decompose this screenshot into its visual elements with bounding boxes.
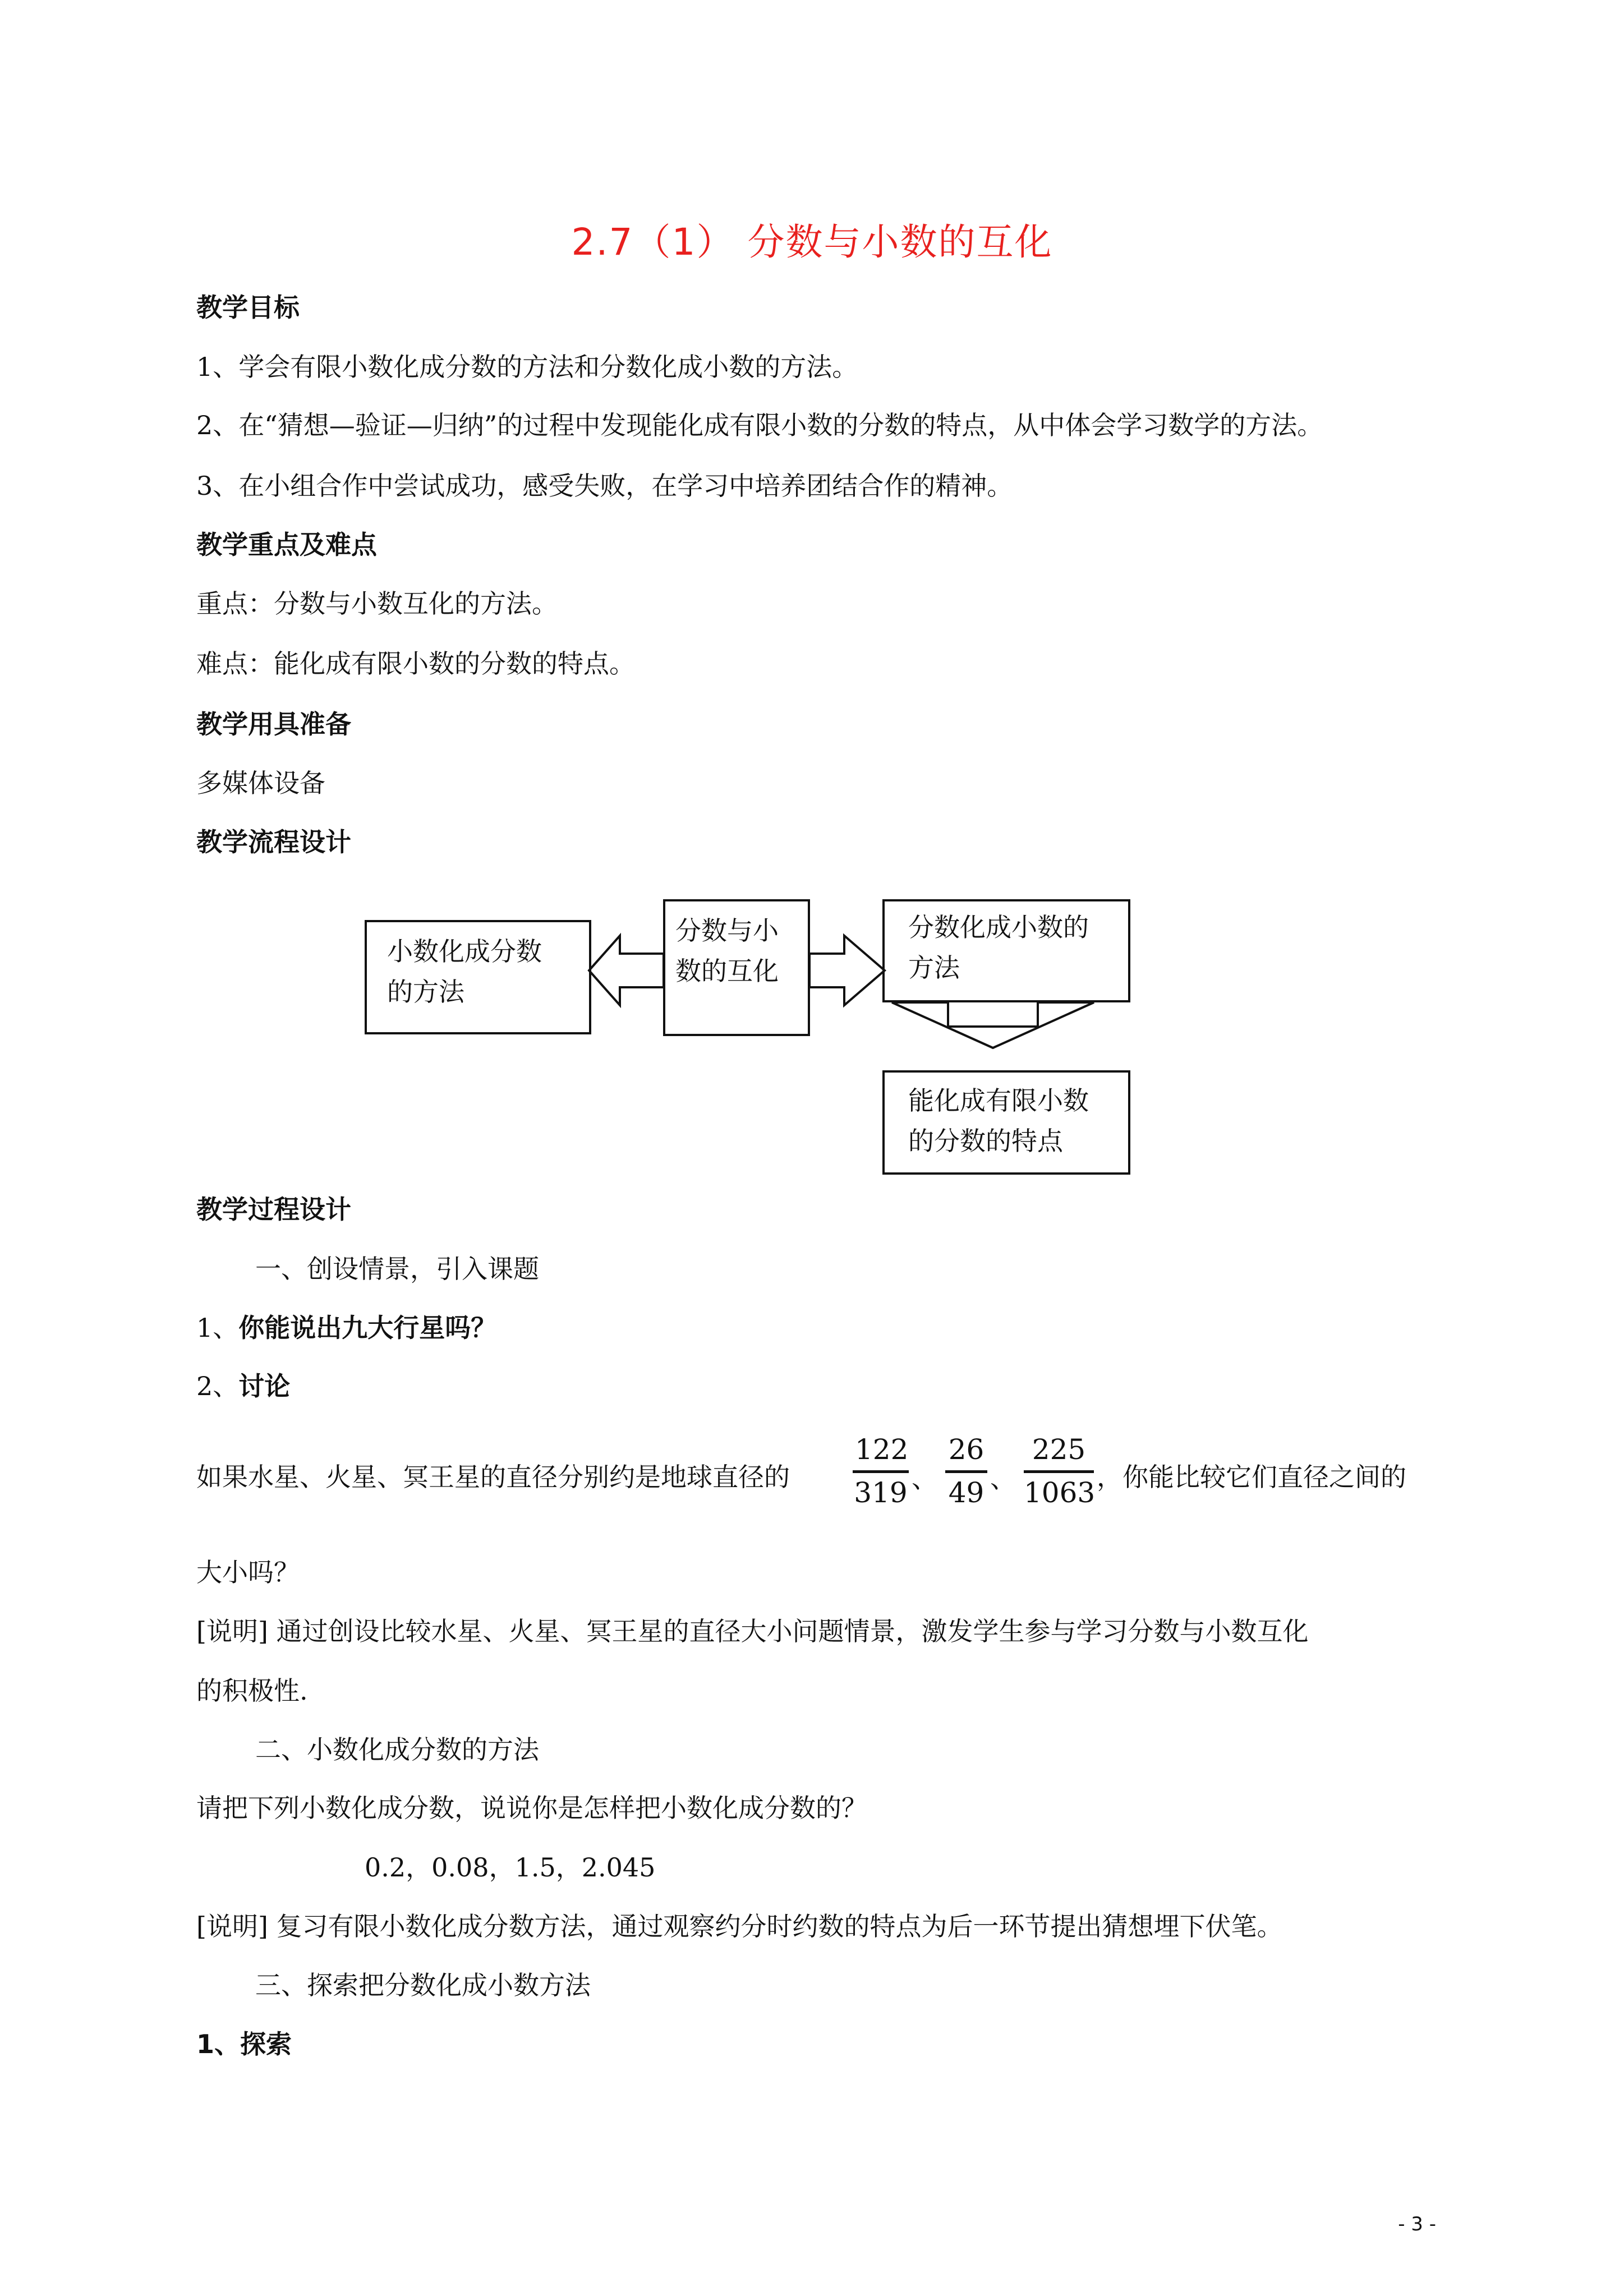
section-part1: 一、创设情景，引入课题 [255,1254,539,1284]
down-arrow [892,1002,1094,1048]
task-2: 请把下列小数化成分数，说说你是怎样把小数化成分数的？ [196,1793,867,1823]
fraction-numerator: 26 [945,1433,987,1473]
section-part2: 二、小数化成分数的方法 [255,1734,539,1765]
fraction-numerator: 122 [853,1433,909,1473]
question-number: 1、 [196,1313,239,1343]
question-text-post: ，你能比较它们直径之间的 [1097,1462,1406,1492]
tools-text: 多媒体设备 [196,768,325,798]
flow-box-finite-decimal-features [882,1070,1130,1175]
key-point: 重点：分数与小数互化的方法。 [196,588,558,619]
fraction-denominator: 1063 [1024,1476,1096,1509]
double-arrow-right [809,936,885,1005]
question-2 [196,1366,290,1403]
tools-heading: 教学用具准备 [196,709,351,739]
note-2: [说明] 复习有限小数化成分数方法，通过观察约分时约数的特点为后一环节提出猜想埋下伏笔。 [196,1911,1283,1941]
fraction-denominator: 49 [948,1476,984,1509]
flow-box-text: 的方法 [387,977,464,1007]
question-text: 你能说出九大行星吗？ [238,1313,497,1343]
objective-item: 2、在“猜想—验证—归纳”的过程中发现能化成有限小数的分数的特点，从中体会学习数学的方法。 [196,410,1323,440]
process-heading: 教学过程设计 [196,1194,351,1225]
flow-box-text: 的分数的特点 [908,1126,1063,1156]
flow-box-decimal-to-fraction [365,920,591,1034]
separator: 、 [912,1464,937,1494]
flow-box-fraction-to-decimal [882,899,1130,1002]
question-number: 2、 [196,1371,239,1401]
flow-box-text: 数的互化 [675,956,779,986]
flow-box-text: 分数与小 [675,915,779,946]
objective-item: 1、学会有限小数化成分数的方法和分数化成小数的方法。 [196,352,858,382]
question-text-pre: 如果水星、火星、冥王星的直径分别约是地球直径的 [196,1462,790,1492]
section-part3: 三、探索把分数化成小数方法 [255,1970,591,2000]
flow-box-text: 小数化成分数 [387,936,542,967]
page-number: - 3 - [1398,2213,1436,2235]
page-title: 2.7（1） 分数与小数的互化 [571,220,1053,264]
flow-heading: 教学流程设计 [196,827,351,857]
double-arrow-left [589,936,664,1005]
fraction-mercury [853,1433,909,1509]
note-1-line-2: 的积极性. [196,1676,308,1706]
flow-box-text: 方法 [908,953,960,983]
fraction-numerator: 225 [1024,1433,1094,1473]
flow-box-interconversion [663,899,810,1036]
flow-box-text: 能化成有限小数 [908,1085,1089,1116]
fraction-mars [945,1433,987,1509]
question-1 [196,1308,496,1345]
note-1-line-1: [说明] 通过创设比较水星、火星、冥王星的直径大小问题情景，激发学生参与学习分数与小数互化 [196,1616,1309,1646]
difficult-point: 难点：能化成有限小数的分数的特点。 [196,648,635,679]
flow-box-text: 分数化成小数的 [908,912,1089,942]
objectives-heading: 教学目标 [196,292,300,323]
explore-heading: 1、探索 [196,2029,292,2059]
objective-item: 3、在小组合作中尝试成功，感受失败，在学习中培养团结合作的精神。 [196,471,1013,501]
question-text-continued: 大小吗？ [196,1557,300,1588]
key-heading: 教学重点及难点 [196,530,377,560]
fraction-pluto [1024,1433,1094,1509]
fraction-denominator: 319 [854,1476,908,1509]
question-text: 讨论 [238,1371,291,1401]
decimal-list: 0.2，0.08，1.5，2.045 [365,1852,656,1883]
separator: 、 [990,1464,1016,1494]
